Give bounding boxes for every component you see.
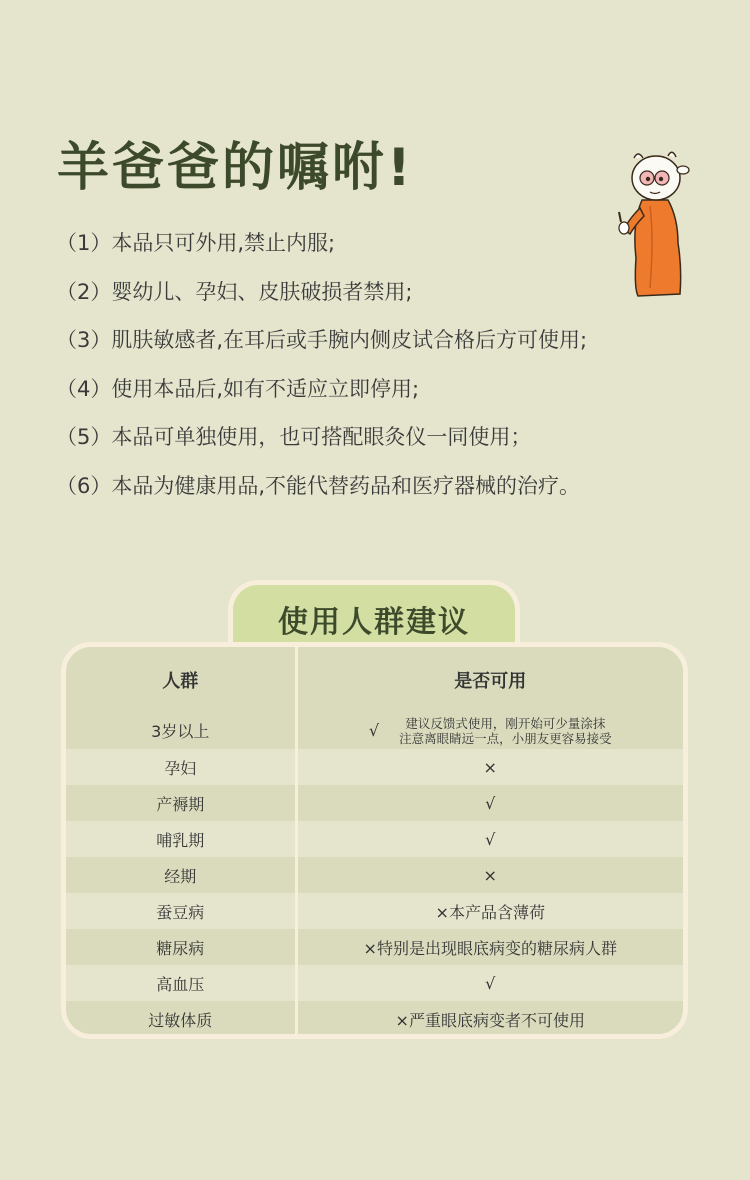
check-mark: √ [368, 721, 380, 740]
usable-cell: × [296, 857, 683, 893]
table-row [66, 893, 683, 929]
group-cell: 孕妇 [66, 749, 296, 785]
group-cell: 高血压 [66, 965, 296, 1001]
header-group: 人群 [66, 647, 296, 712]
usable-cell: √ [296, 785, 683, 821]
instruction-item: （5）本品可单独使用，也可搭配眼灸仪一同使用； [56, 425, 532, 449]
group-cell: 糖尿病 [66, 929, 296, 965]
usage-table-tab [228, 580, 520, 648]
table-row [66, 1001, 683, 1037]
instruction-item: （2）婴幼儿、孕妇、皮肤破损者禁用; [56, 279, 413, 304]
usable-cell: ×特别是出现眼底病变的糖尿病人群 [296, 929, 683, 965]
table-row [66, 965, 683, 1001]
instruction-list [56, 224, 587, 515]
page-title: 羊爸爸的嘱咐! [57, 138, 414, 198]
group-cell: 哺乳期 [66, 821, 296, 857]
usable-cell [296, 712, 683, 749]
usable-cell: ×严重眼底病变者不可使用 [296, 1001, 683, 1037]
table-row [66, 749, 683, 785]
sheep-mascot-illustration [610, 148, 694, 300]
group-cell: 产褥期 [66, 785, 296, 821]
usage-note-line: 建议反馈式使用，刚开始可少量涂抹 [405, 715, 606, 731]
table-header-row [66, 647, 683, 712]
header-usable: 是否可用 [296, 647, 683, 712]
usage-table-card [61, 642, 688, 1039]
table-row [66, 712, 683, 749]
usable-cell: √ [296, 965, 683, 1001]
instruction-item: （3）肌肤敏感者,在耳后或手腕内侧皮试合格后方可使用; [56, 328, 588, 352]
instruction-item: （1）本品只可外用,禁止内服; [56, 231, 336, 255]
group-cell: 过敏体质 [66, 1001, 296, 1037]
usage-table-title: 使用人群建议 [278, 604, 470, 640]
usage-table [66, 647, 683, 1037]
group-cell: 经期 [66, 857, 296, 893]
table-row [66, 785, 683, 821]
table-row [66, 929, 683, 965]
usable-cell: × [296, 749, 683, 785]
group-cell: 蚕豆病 [66, 893, 296, 929]
usable-cell: √ [296, 821, 683, 857]
usable-cell: ×本产品含薄荷 [296, 893, 683, 929]
table-row [66, 821, 683, 857]
instruction-item: （4）使用本品后,如有不适应立即停用; [56, 376, 420, 401]
group-cell: 3岁以上 [66, 712, 296, 749]
table-row [66, 857, 683, 893]
usage-note-line: 注意离眼睛远一点，小朋友更容易接受 [399, 730, 612, 746]
instruction-item: （6）本品为健康用品,不能代替药品和医疗器械的治疗。 [56, 473, 581, 498]
